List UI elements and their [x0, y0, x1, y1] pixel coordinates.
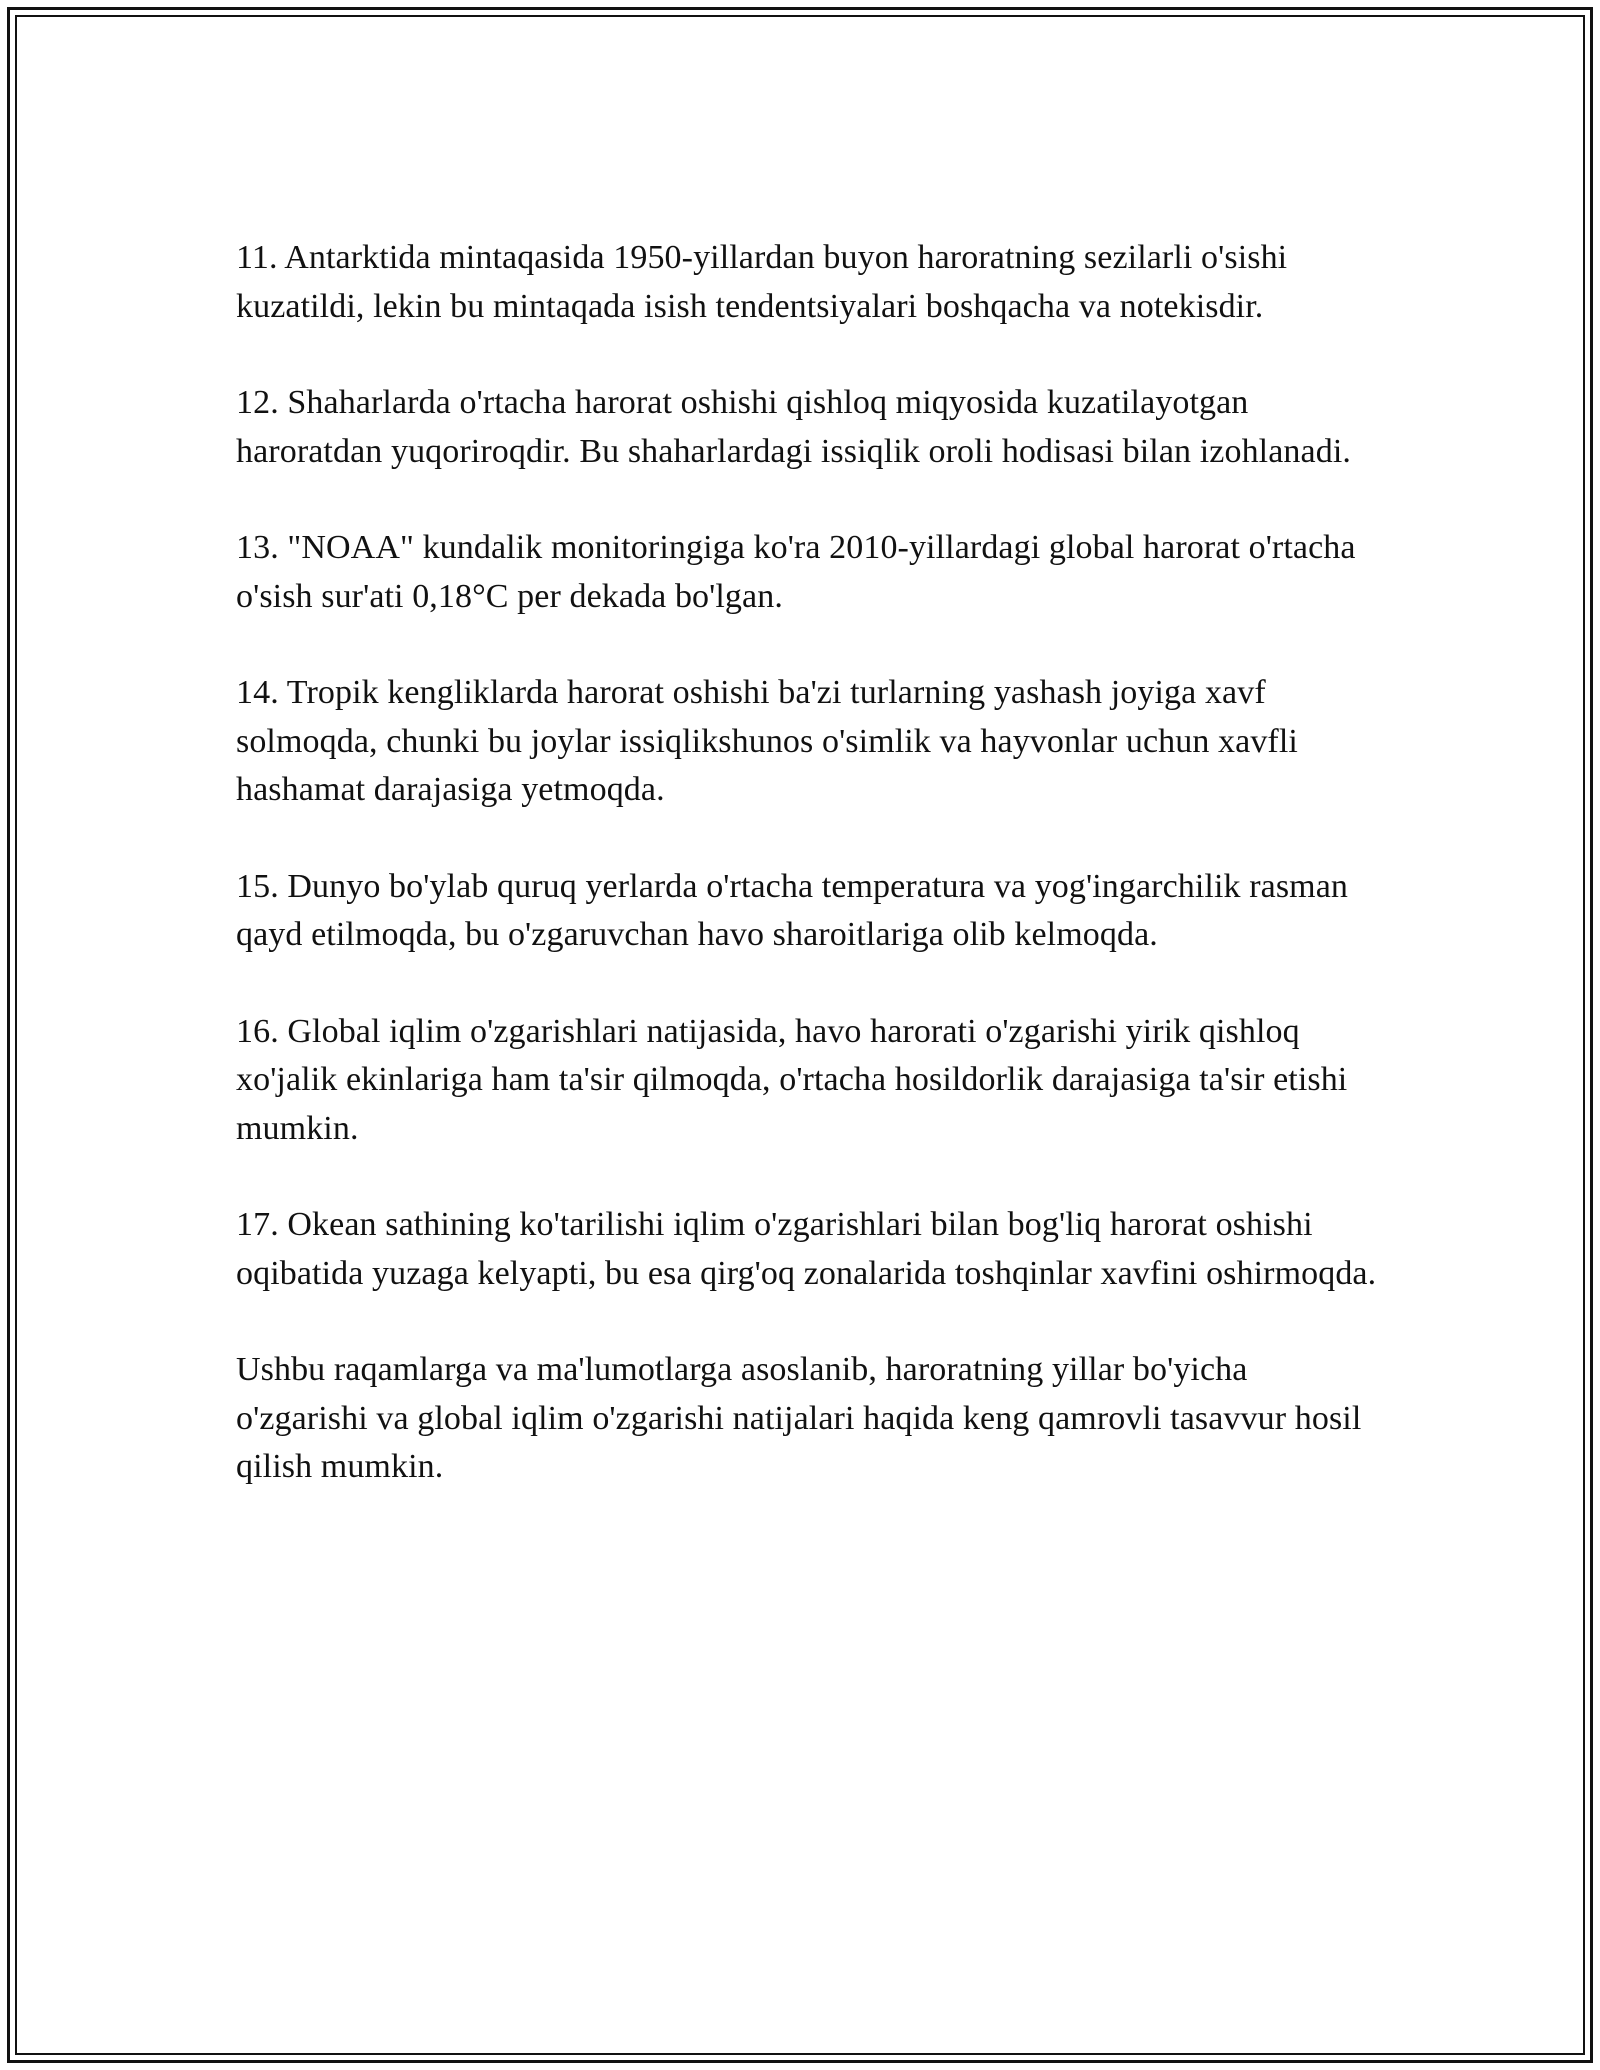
paragraph-12: 12. Shaharlarda o'rtacha harorat oshishi qishloq miqyosida kuzatilayotgan haroratdan yuqoriroqdir. Bu shaharlardagi issiqlik oroli hodisasi bilan izohlanadi.	[236, 384, 1351, 470]
paragraph-conclusion: Ushbu raqamlarga va ma'lumotlarga asoslanib, haroratning yillar bo'yicha o'zgarishi va global iqlim o'zgarishi natijalari haqida keng qamrovli tasavvur hosil qilish mumkin.	[236, 1351, 1362, 1485]
paragraph-13: 13. "NOAA" kundalik monitoringiga ko'ra 2010-yillardagi global harorat o'rtacha o'sish sur'ati 0,18°C per dekada bo'lgan.	[236, 529, 1356, 615]
paragraph-16: 16. Global iqlim o'zgarishlari natijasida, havo harorati o'zgarishi yirik qishloq xo'jalik ekinlariga ham ta'sir qilmoqda, o'rtacha hosildorlik darajasiga ta'sir etishi mumkin.	[236, 1012, 1348, 1147]
paragraph-14: 14. Tropik kengliklarda harorat oshishi ba'zi turlarning yashash joyiga xavf solmoqda, chunki bu joylar issiqlikshunos o'simlik va hayvonlar uchun xavfli hashamat darajasiga yetmoqda.	[236, 674, 1298, 808]
paragraph-17: 17. Okean sathining ko'tarilishi iqlim o'zgarishlari bilan bog'liq harorat oshishi oqibatida yuzaga kelyapti, bu esa qirg'oq zonalarida toshqinlar xavfini oshirmoqda.	[236, 1206, 1377, 1292]
document-body	[236, 234, 1386, 1540]
paragraph-15: 15. Dunyo bo'ylab quruq yerlarda o'rtacha temperatura va yog'ingarchilik rasman qayd etilmoqda, bu o'zgaruvchan havo sharoitlariga olib kelmoqda.	[236, 867, 1349, 953]
paragraph-11: 11. Antarktida mintaqasida 1950-yillardan buyon haroratning sezilarli o'sishi kuzatildi, lekin bu mintaqada isish tendentsiyalari boshqacha va notekisdir.	[236, 239, 1288, 325]
